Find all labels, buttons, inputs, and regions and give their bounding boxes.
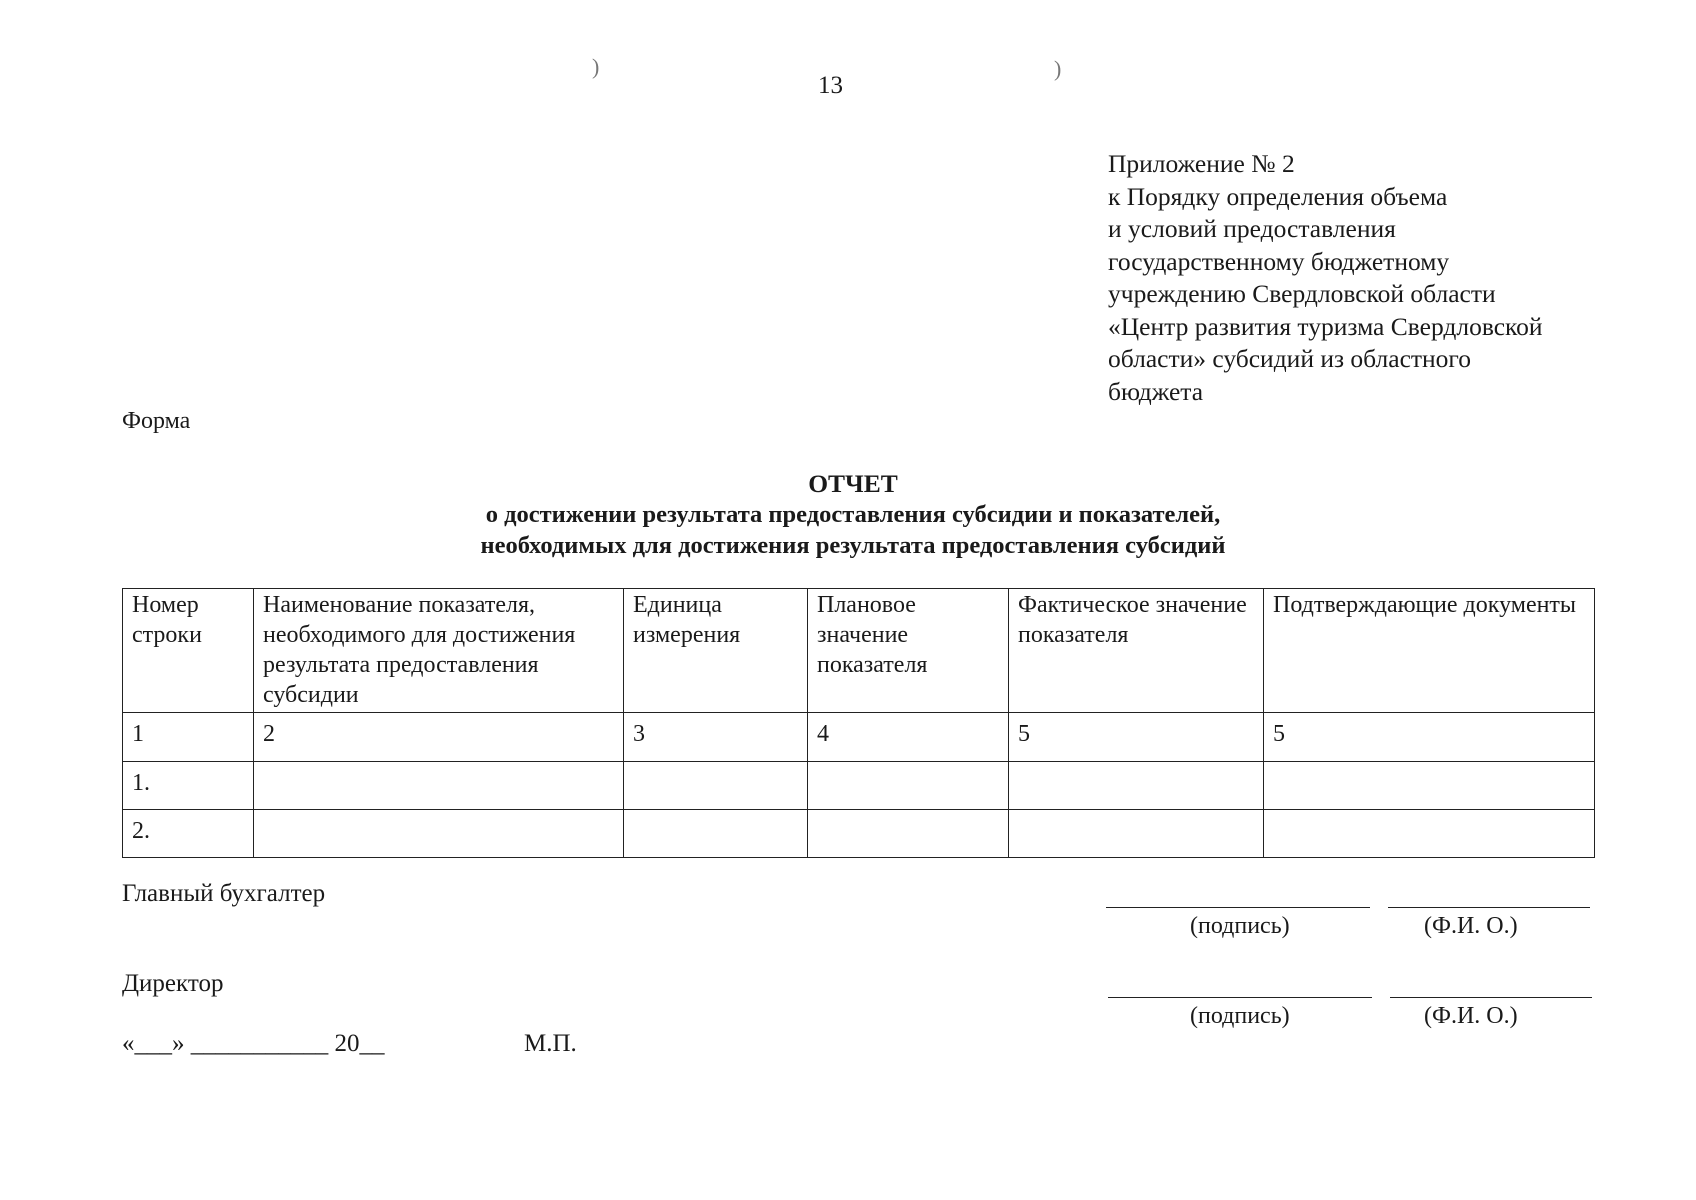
table-cell <box>1009 762 1264 810</box>
appendix-line: учреждению Свердловской области <box>1108 279 1496 308</box>
table-cell <box>1264 762 1595 810</box>
report-subtitle-line: необходимых для достижения результата предоставления субсидий <box>480 532 1226 559</box>
table-cell: 2. <box>123 810 254 858</box>
table-cell <box>1009 810 1264 858</box>
form-label: Форма <box>122 408 191 434</box>
column-number: 5 <box>1009 713 1264 762</box>
column-header: Фактическое значение показателя <box>1009 589 1264 713</box>
table-cell <box>254 762 624 810</box>
appendix-line: к Порядку определения объема <box>1108 181 1448 211</box>
column-number: 5 <box>1264 713 1595 762</box>
director-signature-line <box>1108 997 1372 998</box>
director-signature-caption: (подпись) <box>1190 1003 1290 1029</box>
page-number: 13 <box>818 72 843 99</box>
table-cell: 1. <box>123 762 254 810</box>
table-row <box>123 762 1595 810</box>
column-number: 4 <box>808 713 1009 762</box>
accountant-signature-line <box>1106 907 1370 908</box>
appendix-line: государственному бюджетному <box>1108 246 1450 276</box>
date-line: «___» ___________ 20__ <box>122 1030 385 1057</box>
table-row <box>123 810 1595 858</box>
chief-accountant-label: Главный бухгалтер <box>122 880 326 907</box>
table-cell <box>808 810 1009 858</box>
accountant-name-line <box>1388 907 1590 908</box>
appendix-line: бюджета <box>1108 376 1204 406</box>
column-header: Плановое значение показателя <box>808 589 1009 713</box>
column-number: 3 <box>624 713 808 762</box>
table-cell <box>624 762 808 810</box>
appendix-note <box>1108 148 1543 408</box>
director-name-line <box>1390 997 1592 998</box>
report-heading <box>0 468 1696 561</box>
stamp-place: М.П. <box>524 1030 577 1057</box>
director-label: Директор <box>122 970 224 997</box>
scan-artifact: ) <box>1054 56 1062 81</box>
table-cell <box>1264 810 1595 858</box>
appendix-line: «Центр развития туризма Свердловской <box>1108 311 1543 341</box>
column-header: Подтверждающие документы <box>1264 589 1595 713</box>
table-cell <box>254 810 624 858</box>
accountant-signature-caption: (подпись) <box>1190 913 1290 939</box>
appendix-line: области» субсидий из областного <box>1108 344 1472 373</box>
appendix-line: Приложение № 2 <box>1108 149 1295 178</box>
accountant-name-caption: (Ф.И. О.) <box>1424 913 1518 939</box>
appendix-line: и условий предоставления <box>1108 214 1396 243</box>
report-table <box>122 588 1595 858</box>
column-header: Единица измерения <box>624 589 808 713</box>
scan-artifact: ) <box>592 54 600 79</box>
column-header: Наименование показателя, необходимого для достижения результата предоставления субсидии <box>254 589 624 713</box>
table-cell <box>808 762 1009 810</box>
column-header: Номер строки <box>123 589 254 713</box>
column-number: 1 <box>123 713 254 762</box>
column-number-row <box>123 713 1595 762</box>
table-header-row <box>123 589 1595 713</box>
table-cell <box>624 810 808 858</box>
director-name-caption: (Ф.И. О.) <box>1424 1003 1518 1029</box>
column-number: 2 <box>254 713 624 762</box>
report-title: ОТЧЕТ <box>808 469 898 498</box>
report-subtitle-line: о достижении результата предоставления субсидии и показателей, <box>485 501 1221 528</box>
